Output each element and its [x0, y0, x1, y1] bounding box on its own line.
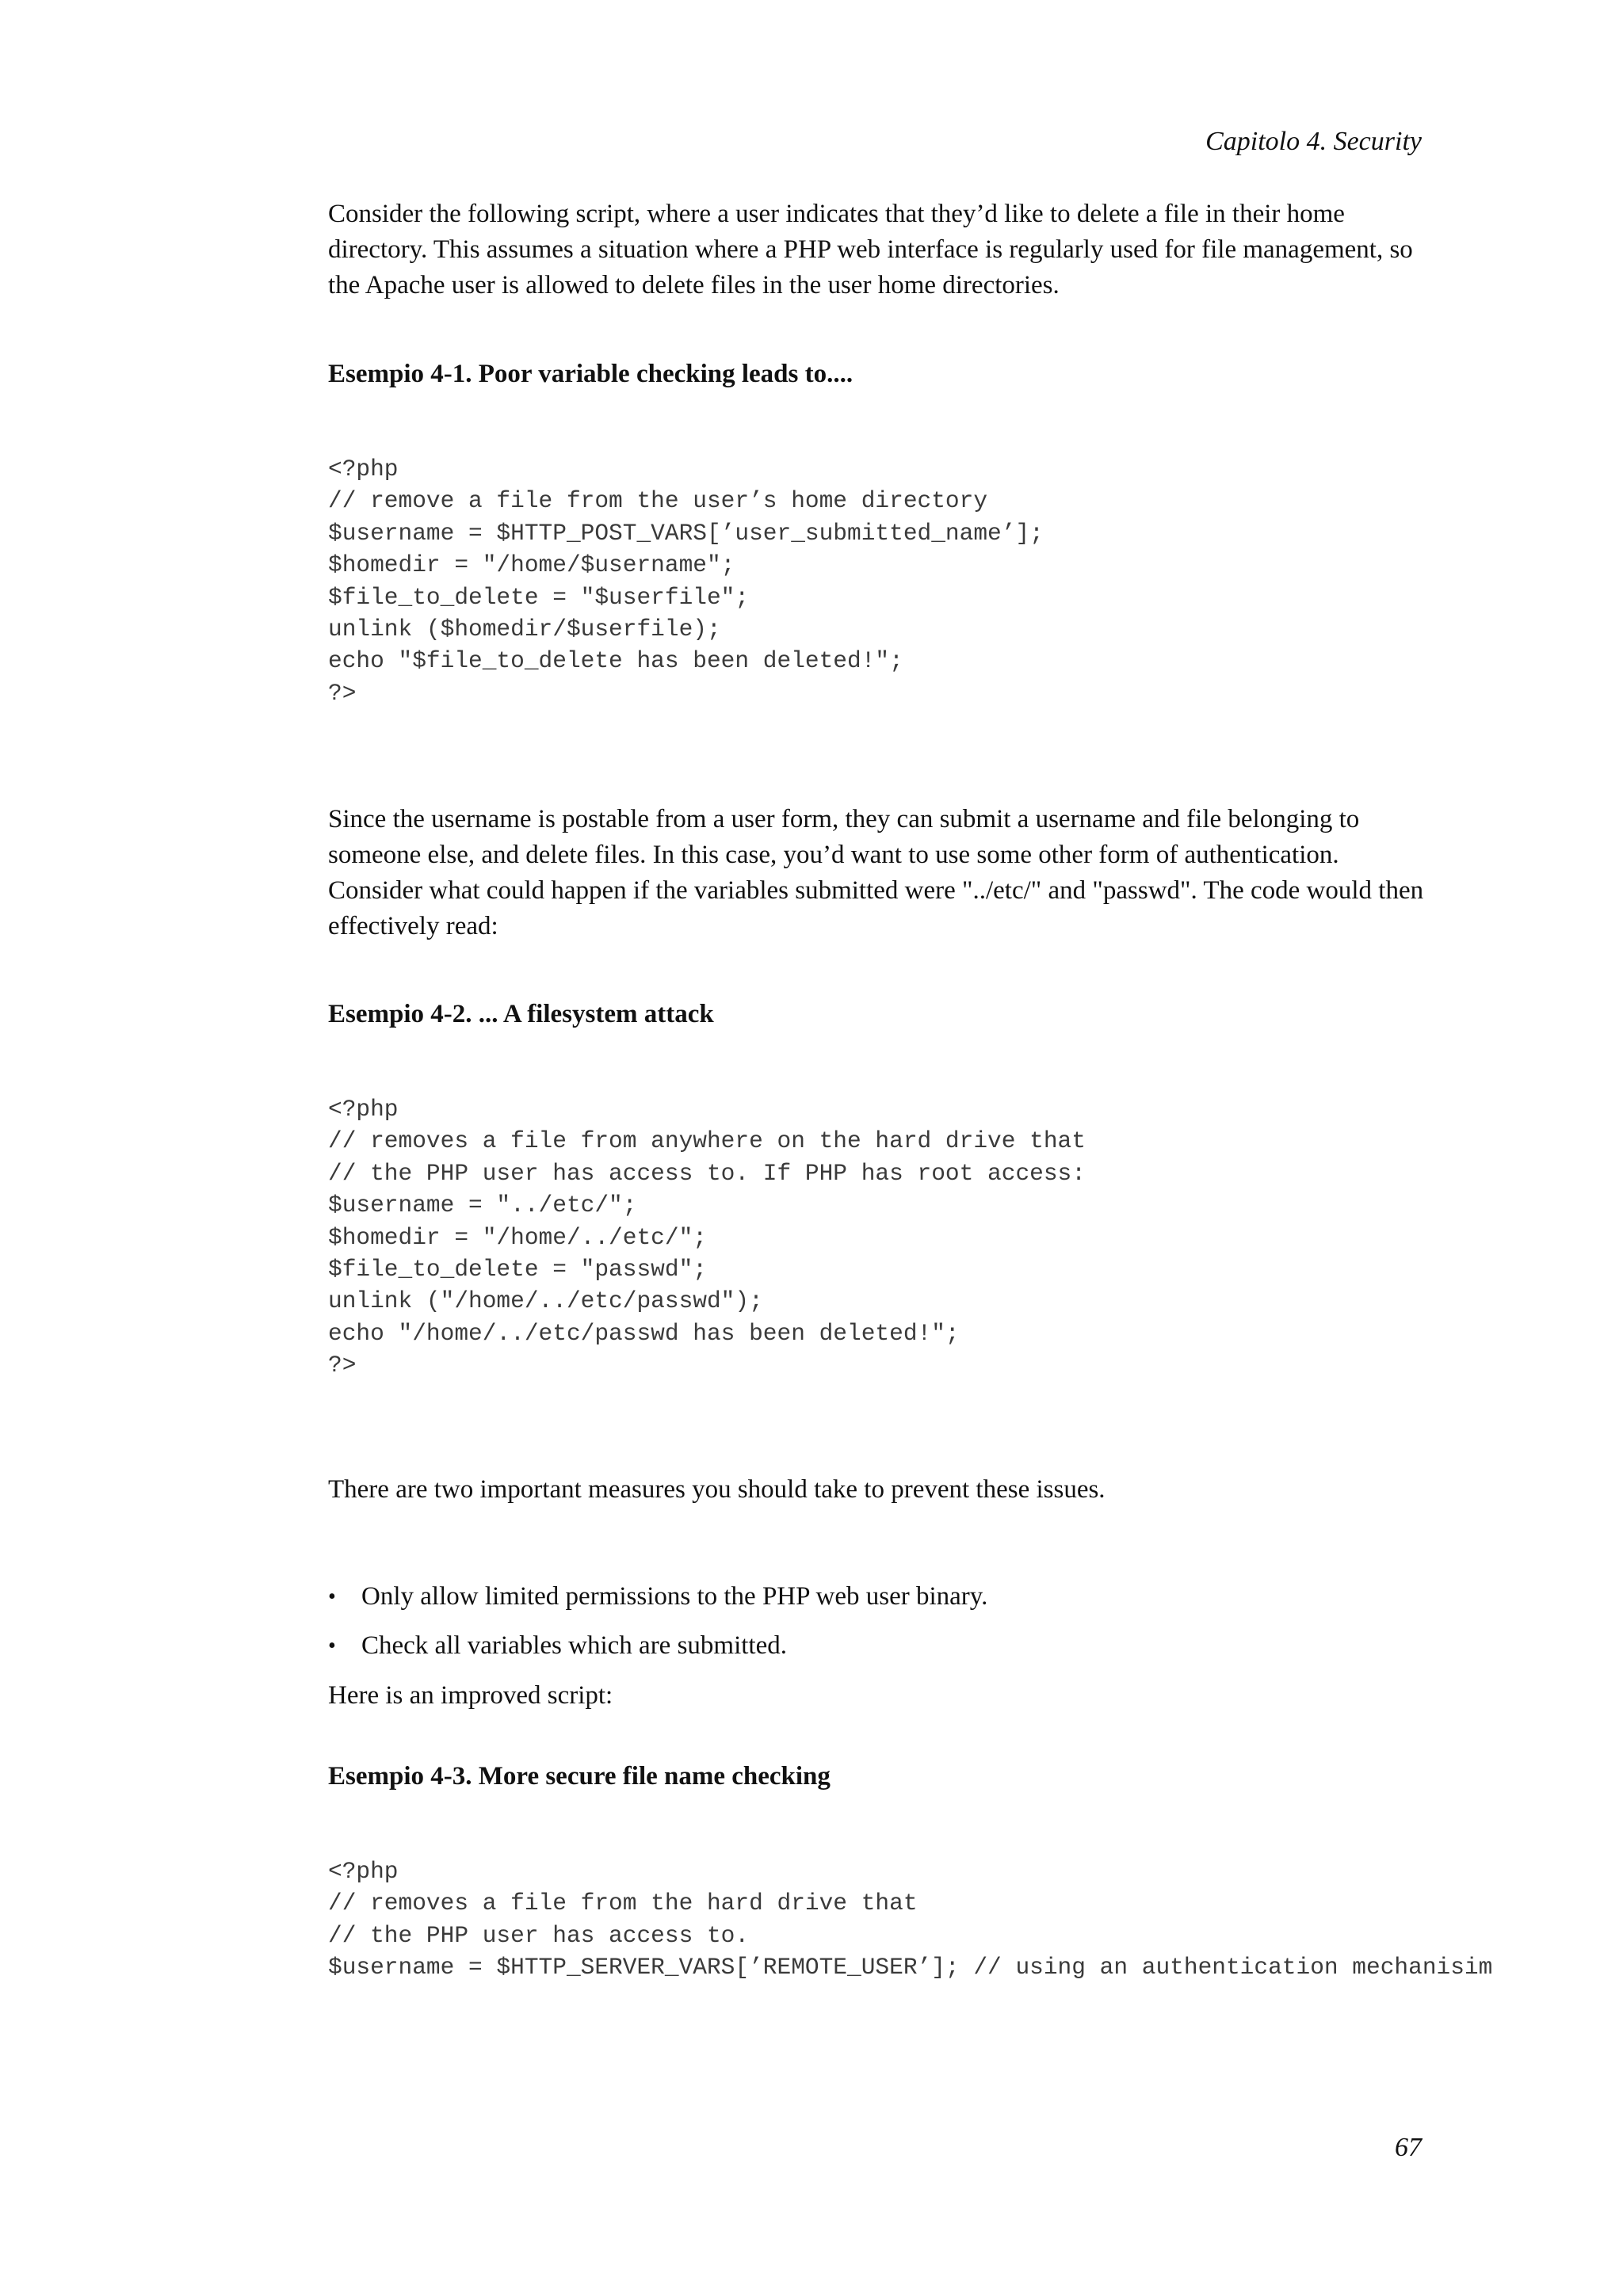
example-2-code: <?php // removes a file from anywhere on the hard drive that // the PHP user has access to. If PHP has root access: $username = "../etc/"; $homedir = "/home/../etc/"; $file_to_delete = "passwd"; unlink ("/home/../etc/passwd"); echo "/home/../etc/passwd has been deleted!"; ?> [328, 1096, 1086, 1379]
example-2-title: Esempio 4-2. ... A filesystem attack [328, 1000, 714, 1028]
example-3-title: Esempio 4-3. More secure file name checking [328, 1762, 831, 1791]
page-number: 67 [1395, 2133, 1422, 2162]
measures-list [328, 1579, 987, 1677]
running-header: Capitolo 4. Security [1205, 127, 1422, 156]
example-3-code: <?php // removes a file from the hard drive that // the PHP user has access to. $username = $HTTP_SERVER_VARS[’REMOTE_USER’]; // using an authentication mechanisim [328, 1858, 1493, 1981]
intro-paragraph: Consider the following script, where a user indicates that they’d like to delete a file in their home directory. This assumes a situation where a PHP web interface is regularly used for file management, so the Apache user is allowed to delete files in the user home directories. [328, 200, 1413, 299]
bullet-icon: • [328, 1585, 336, 1609]
bullet-icon: • [328, 1634, 336, 1658]
measures-paragraph: There are two important measures you should take to prevent these issues. [328, 1475, 1106, 1504]
list-item [328, 1579, 987, 1628]
example-1-title: Esempio 4-1. Poor variable checking leads to.... [328, 360, 854, 388]
list-item [328, 1628, 987, 1677]
example-1-code: <?php // remove a file from the user’s home directory $username = $HTTP_POST_VARS[’user_submitted_name’]; $homedir = "/home/$username"; $file_to_delete = "$userfile"; unlink ($homedir/$userfile); echo "$file_to_delete has been deleted!"; ?> [328, 456, 1044, 707]
list-item-text: Only allow limited permissions to the PHP web user binary. [361, 1582, 988, 1611]
list-item-text: Check all variables which are submitted. [361, 1631, 787, 1660]
improved-paragraph: Here is an improved script: [328, 1681, 613, 1710]
since-paragraph: Since the username is postable from a user form, they can submit a username and file belonging to someone else, and delete files. In this case, you’d want to use some other form of authentication. Consider what could happen if the variables submitted were "../etc/" and "passwd". The code would then effectively read: [328, 805, 1424, 940]
